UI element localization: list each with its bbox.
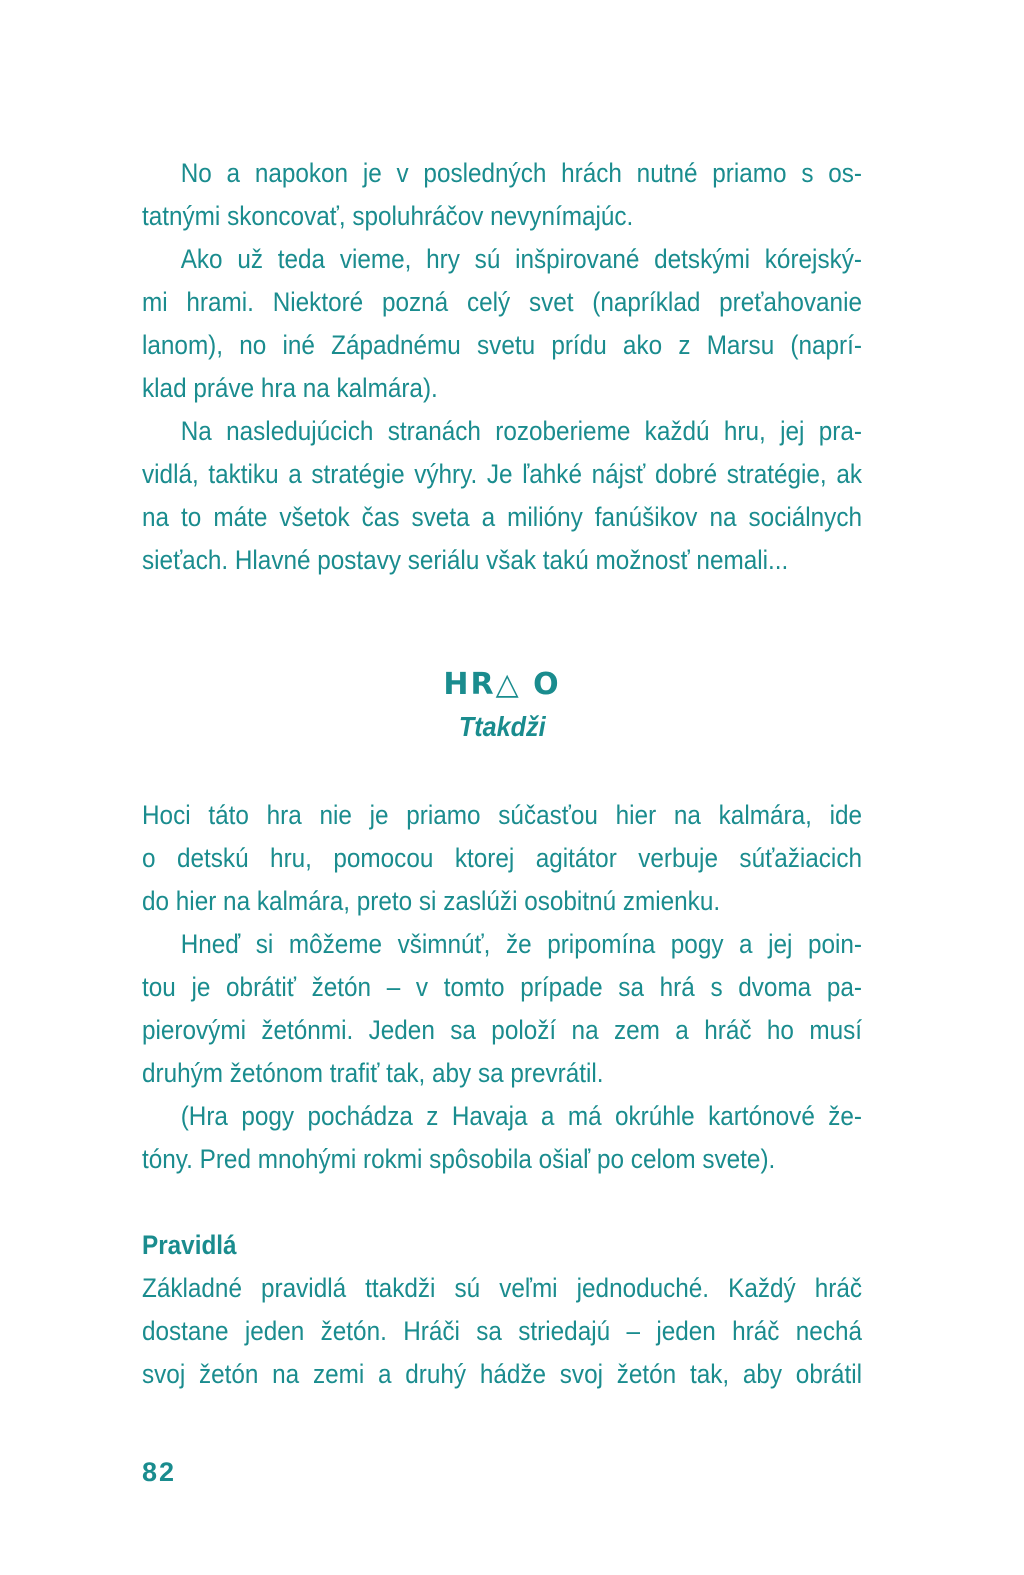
text-line: Hneď si môžeme všimnúť, že pripomína pogy a jej poin- — [180, 929, 862, 959]
text-line: druhým žetónom trafiť tak, aby sa prevrátil. — [142, 1058, 604, 1088]
chapter-subtitle: Ttakdži — [458, 711, 546, 742]
text-line: Ako už teda vieme, hry sú inšpirované detskými kórejský- — [180, 244, 862, 274]
intro-section — [142, 152, 862, 582]
text-line: dostane jeden žetón. Hráči sa striedajú – jeden hráč nechá — [142, 1316, 862, 1346]
text-line: do hier na kalmára, preto si zaslúži osobitnú zmienku. — [142, 886, 721, 916]
text-line: na to máte všetok čas sveta a milióny fanúšikov na sociálnych — [142, 502, 862, 532]
text-line: lanom), no iné Západnému svetu prídu ako z Marsu (naprí- — [142, 330, 862, 360]
section-spacer — [142, 1181, 862, 1224]
text-line: mi hrami. Niektoré pozná celý svet (napríklad preťahovanie — [142, 287, 862, 317]
text-line: vidlá, taktiku a stratégie výhry. Je ľahké nájsť dobré stratégie, ak — [142, 459, 862, 489]
text-line: svoj žetón na zemi a druhý hádže svoj žetón tak, aby obrátil — [142, 1359, 862, 1389]
text-line: tatnými skoncovať, spoluhráčov nevynímajúc. — [142, 201, 634, 231]
chapter-heading — [142, 664, 862, 748]
chapter-title: HR△ O — [443, 667, 561, 702]
body-section — [142, 794, 862, 1396]
text-line: tou je obrátiť žetón – v tomto prípade sa hrá s dvoma pa- — [142, 972, 862, 1002]
text-line: Na nasledujúcich stranách rozoberieme každú hru, jej pra- — [180, 416, 862, 446]
rules-subheading: Pravidlá — [142, 1230, 237, 1260]
paragraph — [142, 410, 862, 582]
page-number: 82 — [142, 1457, 177, 1487]
text-line: o detskú hru, pomocou ktorej agitátor verbuje súťažiacich — [142, 843, 862, 873]
text-line: pierovými žetónmi. Jeden sa položí na zem a hráč ho musí — [142, 1015, 862, 1045]
paragraph — [142, 794, 862, 923]
paragraph — [142, 1267, 862, 1396]
chapter-subtitle-row — [142, 706, 862, 748]
text-line: klad práve hra na kalmára). — [142, 373, 438, 403]
text-line: No a napokon je v posledných hrách nutné priamo s os- — [180, 158, 862, 188]
text-line: tóny. Pred mnohými rokmi spôsobila ošiaľ po celom svete). — [142, 1144, 776, 1174]
text-line: sieťach. Hlavné postavy seriálu však takú možnosť nemali... — [142, 545, 789, 575]
paragraph — [142, 152, 862, 238]
paragraph — [142, 1095, 862, 1181]
paragraph — [142, 238, 862, 410]
text-line: (Hra pogy pochádza z Havaja a má okrúhle kartónové že- — [180, 1101, 862, 1131]
text-line: Základné pravidlá ttakdži sú veľmi jednoduché. Každý hráč — [142, 1273, 862, 1303]
text-line: Hoci táto hra nie je priamo súčasťou hier na kalmára, ide — [142, 800, 862, 830]
paragraph — [142, 923, 862, 1095]
